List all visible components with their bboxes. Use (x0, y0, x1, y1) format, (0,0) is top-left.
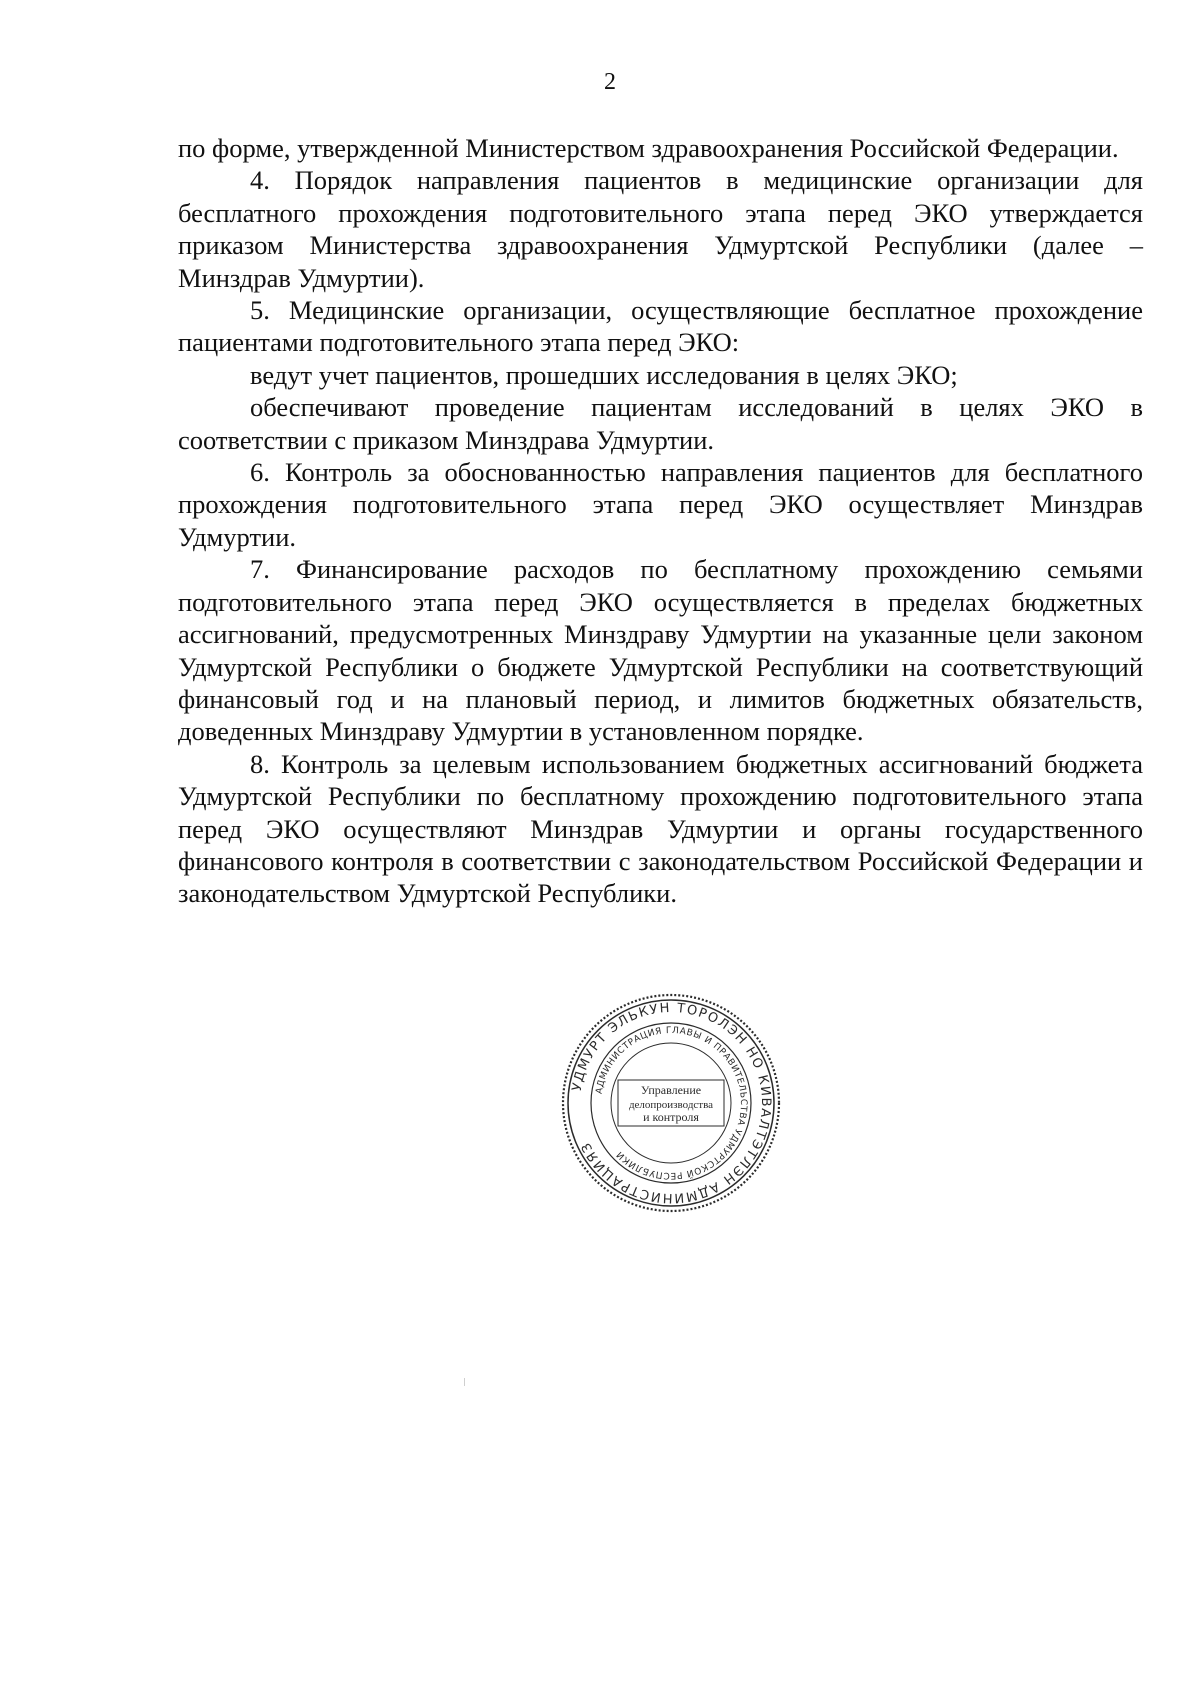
page-number: 2 (604, 69, 616, 95)
paragraph-item-5: 5. Медицинские организации, осуществляющие бесплатное прохождение пациентами подготовительного этапа перед ЭКО: (178, 295, 1143, 358)
paragraph-item-5-sub-2: обеспечивают проведение пациентам исследований в целях ЭКО в соответствии с приказом Минздрава Удмуртии. (178, 392, 1143, 455)
document-body (178, 132, 1143, 910)
stamp-center-line-3: и контроля (643, 1110, 699, 1124)
paragraph-item-7: 7. Финансирование расходов по бесплатному прохождению семьями подготовительного этапа перед ЭКО осуществляется в пределах бюджетных ассигнований, предусмотренных Минздраву Удмуртии на указанные цели законом Удмуртской Республики о бюджете Удмуртской Республики на соответствующий финансовый год и на плановый период, и лимитов бюджетных обязательств, доведенных Минздраву Удмуртии в установленном порядке. (178, 554, 1143, 747)
stamp-center-line-1: Управление (640, 1083, 702, 1097)
paragraph-item-8: 8. Контроль за целевым использованием бюджетных ассигнований бюджета Удмуртской Республики по бесплатному прохождению подготовительного этапа перед ЭКО осуществляют Минздрав Удмуртии и органы государственного финансового контроля в соответствии с законодательством Российской Федерации и законодательством Удмуртской Республики. (178, 748, 1143, 909)
stamp-center-line-2: делопроизводства (628, 1099, 714, 1111)
paragraph-item-4: 4. Порядок направления пациентов в медицинские организации для бесплатного прохождения подготовительного этапа перед ЭКО утверждается приказом Министерства здравоохранения Удмуртской Республики (далее – Минздрав Удмуртии). (178, 165, 1143, 293)
paragraph-item-5-sub-1: ведут учет пациентов, прошедших исследования в целях ЭКО; (250, 359, 958, 390)
stamp-outer-text: УДМУРТ ЭЛЬКУН ТОРОЛЭН НО КИВАЛТЭТЛЭН АДМИНИСТРАЦИЯЗ (569, 1000, 774, 1206)
stamp-graphic (558, 990, 784, 1216)
stamp-inner-text: АДМИНИСТРАЦИЯ ГЛАВЫ И ПРАВИТЕЛЬСТВА УДМУРТСКОЙ РЕСПУБЛИКИ (594, 1025, 749, 1181)
paragraph-continuation: по форме, утвержденной Министерством здравоохранения Российской Федерации. (178, 133, 1119, 163)
scan-artifact-mark (464, 1378, 465, 1386)
official-stamp (558, 990, 784, 1216)
paragraph-item-6: 6. Контроль за обоснованностью направления пациентов для бесплатного прохождения подготовительного этапа перед ЭКО осуществляет Минздрав Удмуртии. (178, 457, 1143, 552)
